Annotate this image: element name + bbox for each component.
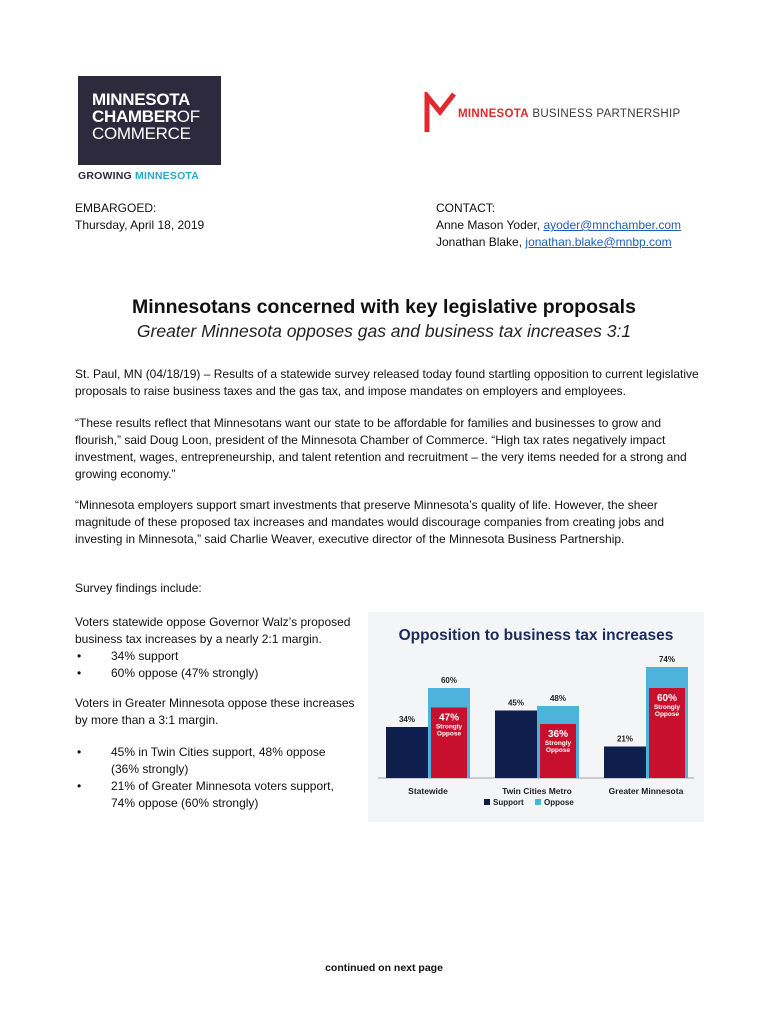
- findings-block-1: Voters statewide oppose Governor Walz’s proposed business tax increases by a nearly 2:1 margin.: [75, 615, 351, 646]
- support-bar: [495, 711, 537, 779]
- chamber-logo-of: OF: [176, 107, 200, 126]
- oppose-value-label: 74%: [658, 655, 676, 664]
- legend-support-label: Support: [493, 798, 524, 807]
- chamber-logo-line2: [92, 108, 221, 125]
- chamber-logo-chamber: CHAMBER: [92, 107, 177, 126]
- list-item-text: 60% oppose (47% strongly): [111, 666, 259, 680]
- list-item-text: 21% of Greater Minnesota voters support, 74% oppose (60% strongly): [111, 779, 334, 810]
- chamber-logo: [78, 76, 221, 165]
- strongly-oppose-label-line2: Oppose: [545, 747, 571, 754]
- contact-name-1: Anne Mason Yoder,: [436, 218, 541, 232]
- support-value-label: 34%: [398, 715, 416, 724]
- findings-list-2: [75, 744, 355, 812]
- support-bar: [386, 727, 428, 778]
- chart-container: [368, 612, 704, 822]
- findings-intro: Survey findings include:: [75, 581, 202, 595]
- chamber-tagline: [78, 170, 199, 182]
- support-value-label: 21%: [616, 734, 634, 744]
- tagline-minnesota: MINNESOTA: [135, 170, 200, 182]
- strongly-oppose-label-line1: Strongly: [653, 704, 681, 711]
- chart-title: Opposition to business tax increases: [398, 627, 674, 644]
- paragraph-1-text: St. Paul, MN (04/18/19) – Results of a statewide survey released today found startling opposition to current legislative proposals to raise business taxes and the gas tax, and impose mandates on employers and employees.: [75, 367, 699, 398]
- bullet-icon: •: [77, 649, 82, 663]
- chamber-logo-line1: MINNESOTA: [92, 90, 191, 109]
- paragraph-3: [75, 497, 705, 548]
- embargo-label: EMBARGOED:: [75, 201, 157, 215]
- tagline-growing: GROWING: [78, 170, 132, 182]
- strongly-oppose-label-line2: Oppose: [436, 730, 462, 738]
- subheadline: Greater Minnesota opposes gas and business tax increases 3:1: [136, 321, 632, 341]
- strongly-oppose-value-label: 47%: [438, 712, 460, 724]
- paragraph-2: [75, 415, 705, 483]
- contact-name-2: Jonathan Blake,: [436, 235, 523, 249]
- list-item: [75, 648, 360, 665]
- findings-list-1: [75, 648, 360, 682]
- mbp-logo-text: [458, 108, 680, 120]
- bullet-icon: •: [77, 666, 82, 680]
- embargo-block: [75, 200, 204, 234]
- embargo-date: Thursday, April 18, 2019: [75, 218, 205, 232]
- mbp-logo-rest: BUSINESS PARTNERSHIP: [532, 108, 681, 120]
- strongly-oppose-label-line1: Strongly: [435, 723, 463, 731]
- bullet-icon: •: [77, 779, 82, 793]
- support-value-label: 45%: [507, 698, 525, 708]
- paragraph-2-text: “These results reflect that Minnesotans want our state to be affordable for families and businesses to grow and flourish,” said Doug Loon, president of the Minnesota Chamber of Commerce. “High tax rates negatively impact investment, wages, entrepreneurship, and talent retention and recruitment – the very items needed for a strong and growing economy.”: [75, 416, 687, 481]
- headline-block: [0, 296, 768, 342]
- list-item: [75, 744, 355, 778]
- legend-oppose-swatch: [535, 799, 541, 805]
- headline: Minnesotans concerned with key legislative proposals: [132, 296, 636, 318]
- oppose-value-label: 48%: [549, 694, 567, 703]
- category-label: Twin Cities Metro: [502, 786, 572, 796]
- category-label: Statewide: [408, 786, 448, 796]
- legend-support-swatch: [484, 799, 490, 805]
- paragraph-1: [75, 366, 705, 400]
- contact-email-2-link[interactable]: jonathan.blake@mnbp.com: [525, 235, 672, 249]
- strongly-oppose-label-line1: Strongly: [544, 740, 572, 747]
- list-item: [75, 665, 360, 682]
- list-item-text: 34% support: [111, 649, 179, 663]
- contact-label: CONTACT:: [436, 201, 496, 215]
- findings-column: [75, 614, 360, 812]
- paragraph-3-text: “Minnesota employers support smart investments that preserve Minnesota’s quality of life. However, the sheer magnitude of these proposed tax increases and mandates would discourage companies from creating jobs and investing in Minnesota,” said Charlie Weaver, executive director of the Minnesota Business Partnership.: [75, 498, 665, 546]
- list-item-text: 45% in Twin Cities support, 48% oppose (36% strongly): [111, 745, 326, 776]
- opposition-chart: [368, 612, 704, 822]
- footer-continued: continued on next page: [325, 962, 443, 974]
- contact-block: [436, 200, 681, 251]
- contact-row-2: [436, 234, 681, 251]
- bullet-icon: •: [77, 745, 82, 759]
- list-item: [75, 778, 355, 812]
- legend-oppose-label: Oppose: [544, 798, 574, 807]
- strongly-oppose-label-line2: Oppose: [654, 711, 680, 718]
- oppose-value-label: 60%: [440, 676, 458, 685]
- strongly-oppose-value-label: 60%: [656, 693, 678, 704]
- support-bar: [604, 747, 646, 779]
- contact-email-1-link[interactable]: ayoder@mnchamber.com: [543, 218, 682, 232]
- contact-row-1: [436, 217, 681, 234]
- mbp-logo-minnesota: MINNESOTA: [458, 108, 529, 120]
- category-label: Greater Minnesota: [608, 786, 684, 796]
- findings-block-2: Voters in Greater Minnesota oppose these increases by more than a 3:1 margin.: [75, 696, 355, 727]
- mbp-m-logo-icon: [424, 92, 456, 134]
- chamber-logo-line3: COMMERCE: [92, 124, 191, 143]
- strongly-oppose-value-label: 36%: [547, 729, 569, 740]
